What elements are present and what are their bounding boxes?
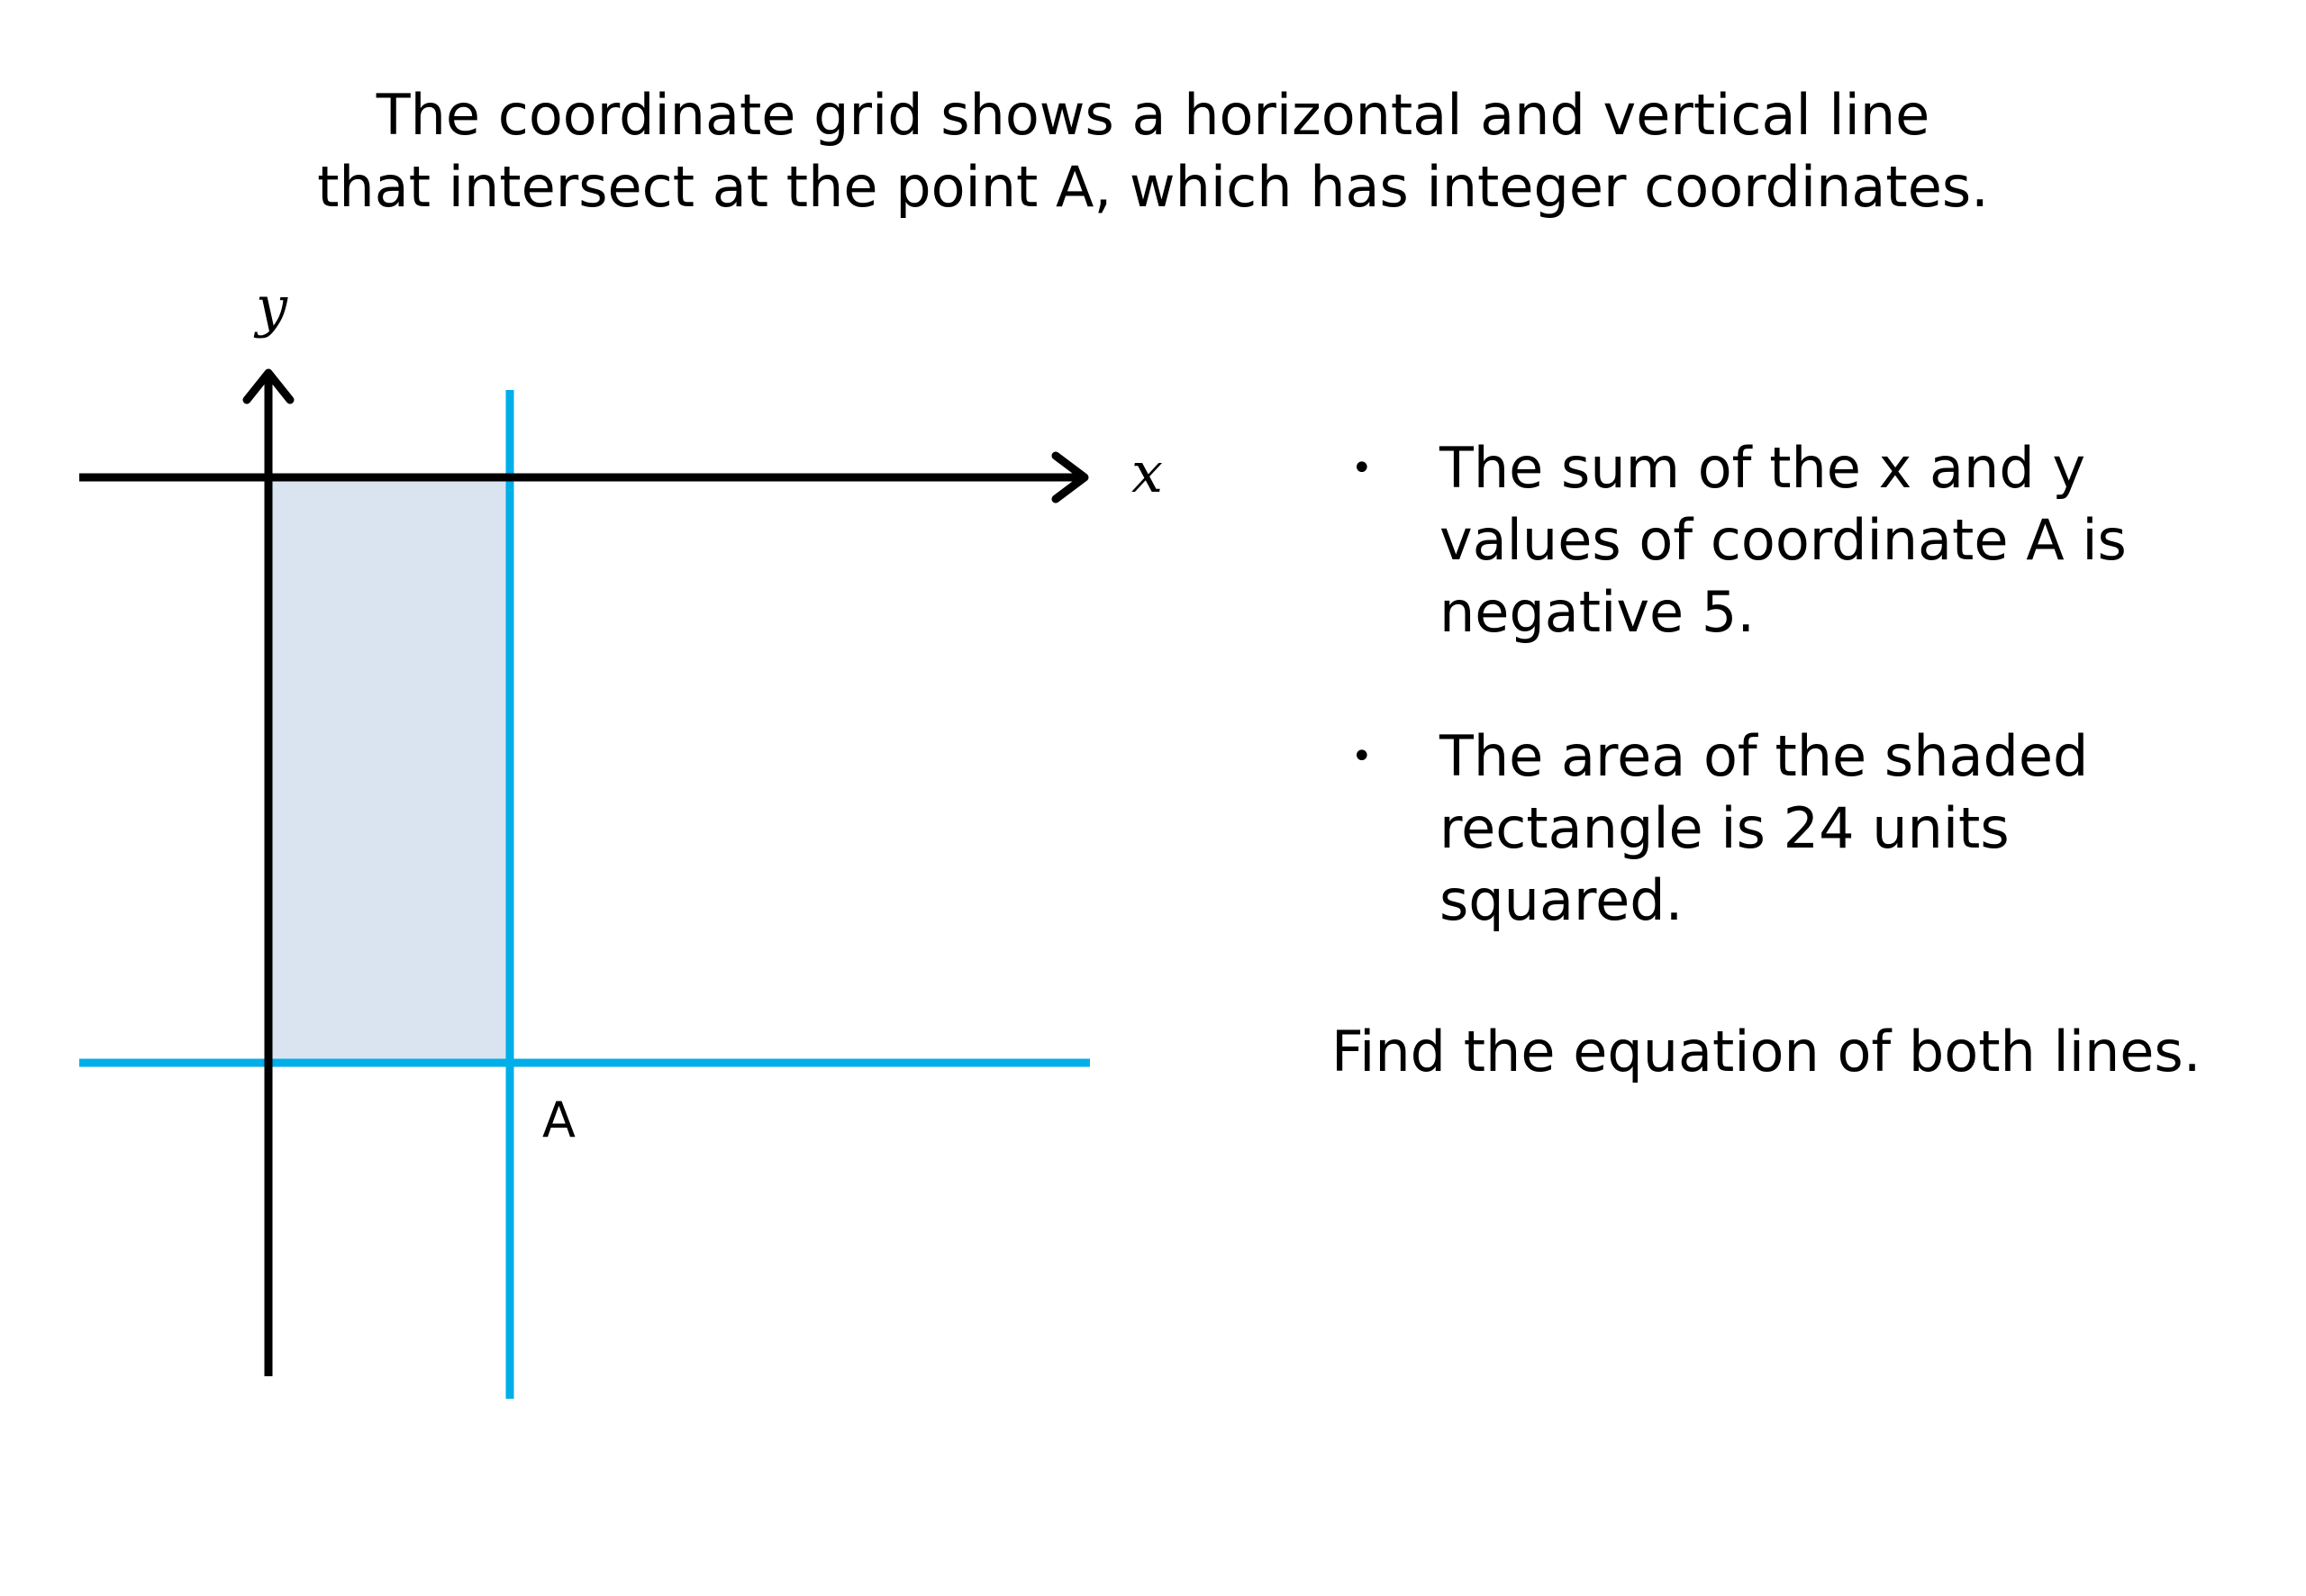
title-line-1: The coordinate grid shows a horizontal and vertical line (376, 82, 1930, 148)
instruction-text: Find the equation of both lines. (1331, 1019, 2202, 1084)
shaded-rectangle (268, 477, 510, 1063)
condition-text: The sum of the x and y values of coordinate A is negative 5. (1439, 435, 2127, 645)
condition-item-sum (1333, 432, 2234, 648)
condition-text: The area of the shaded rectangle is 24 units squared. (1439, 723, 2089, 933)
point-a-label: A (542, 1092, 576, 1148)
y-axis-label: y (256, 274, 288, 340)
condition-item-area (1333, 721, 2234, 937)
title-line-2: that intersect at the point A, which has integer coordinates. (317, 154, 1989, 220)
conditions-list (1333, 432, 2234, 1009)
bullet-icon: • (1351, 736, 1373, 777)
bullet-icon: • (1351, 448, 1373, 489)
x-axis-label: x (1131, 440, 1163, 505)
